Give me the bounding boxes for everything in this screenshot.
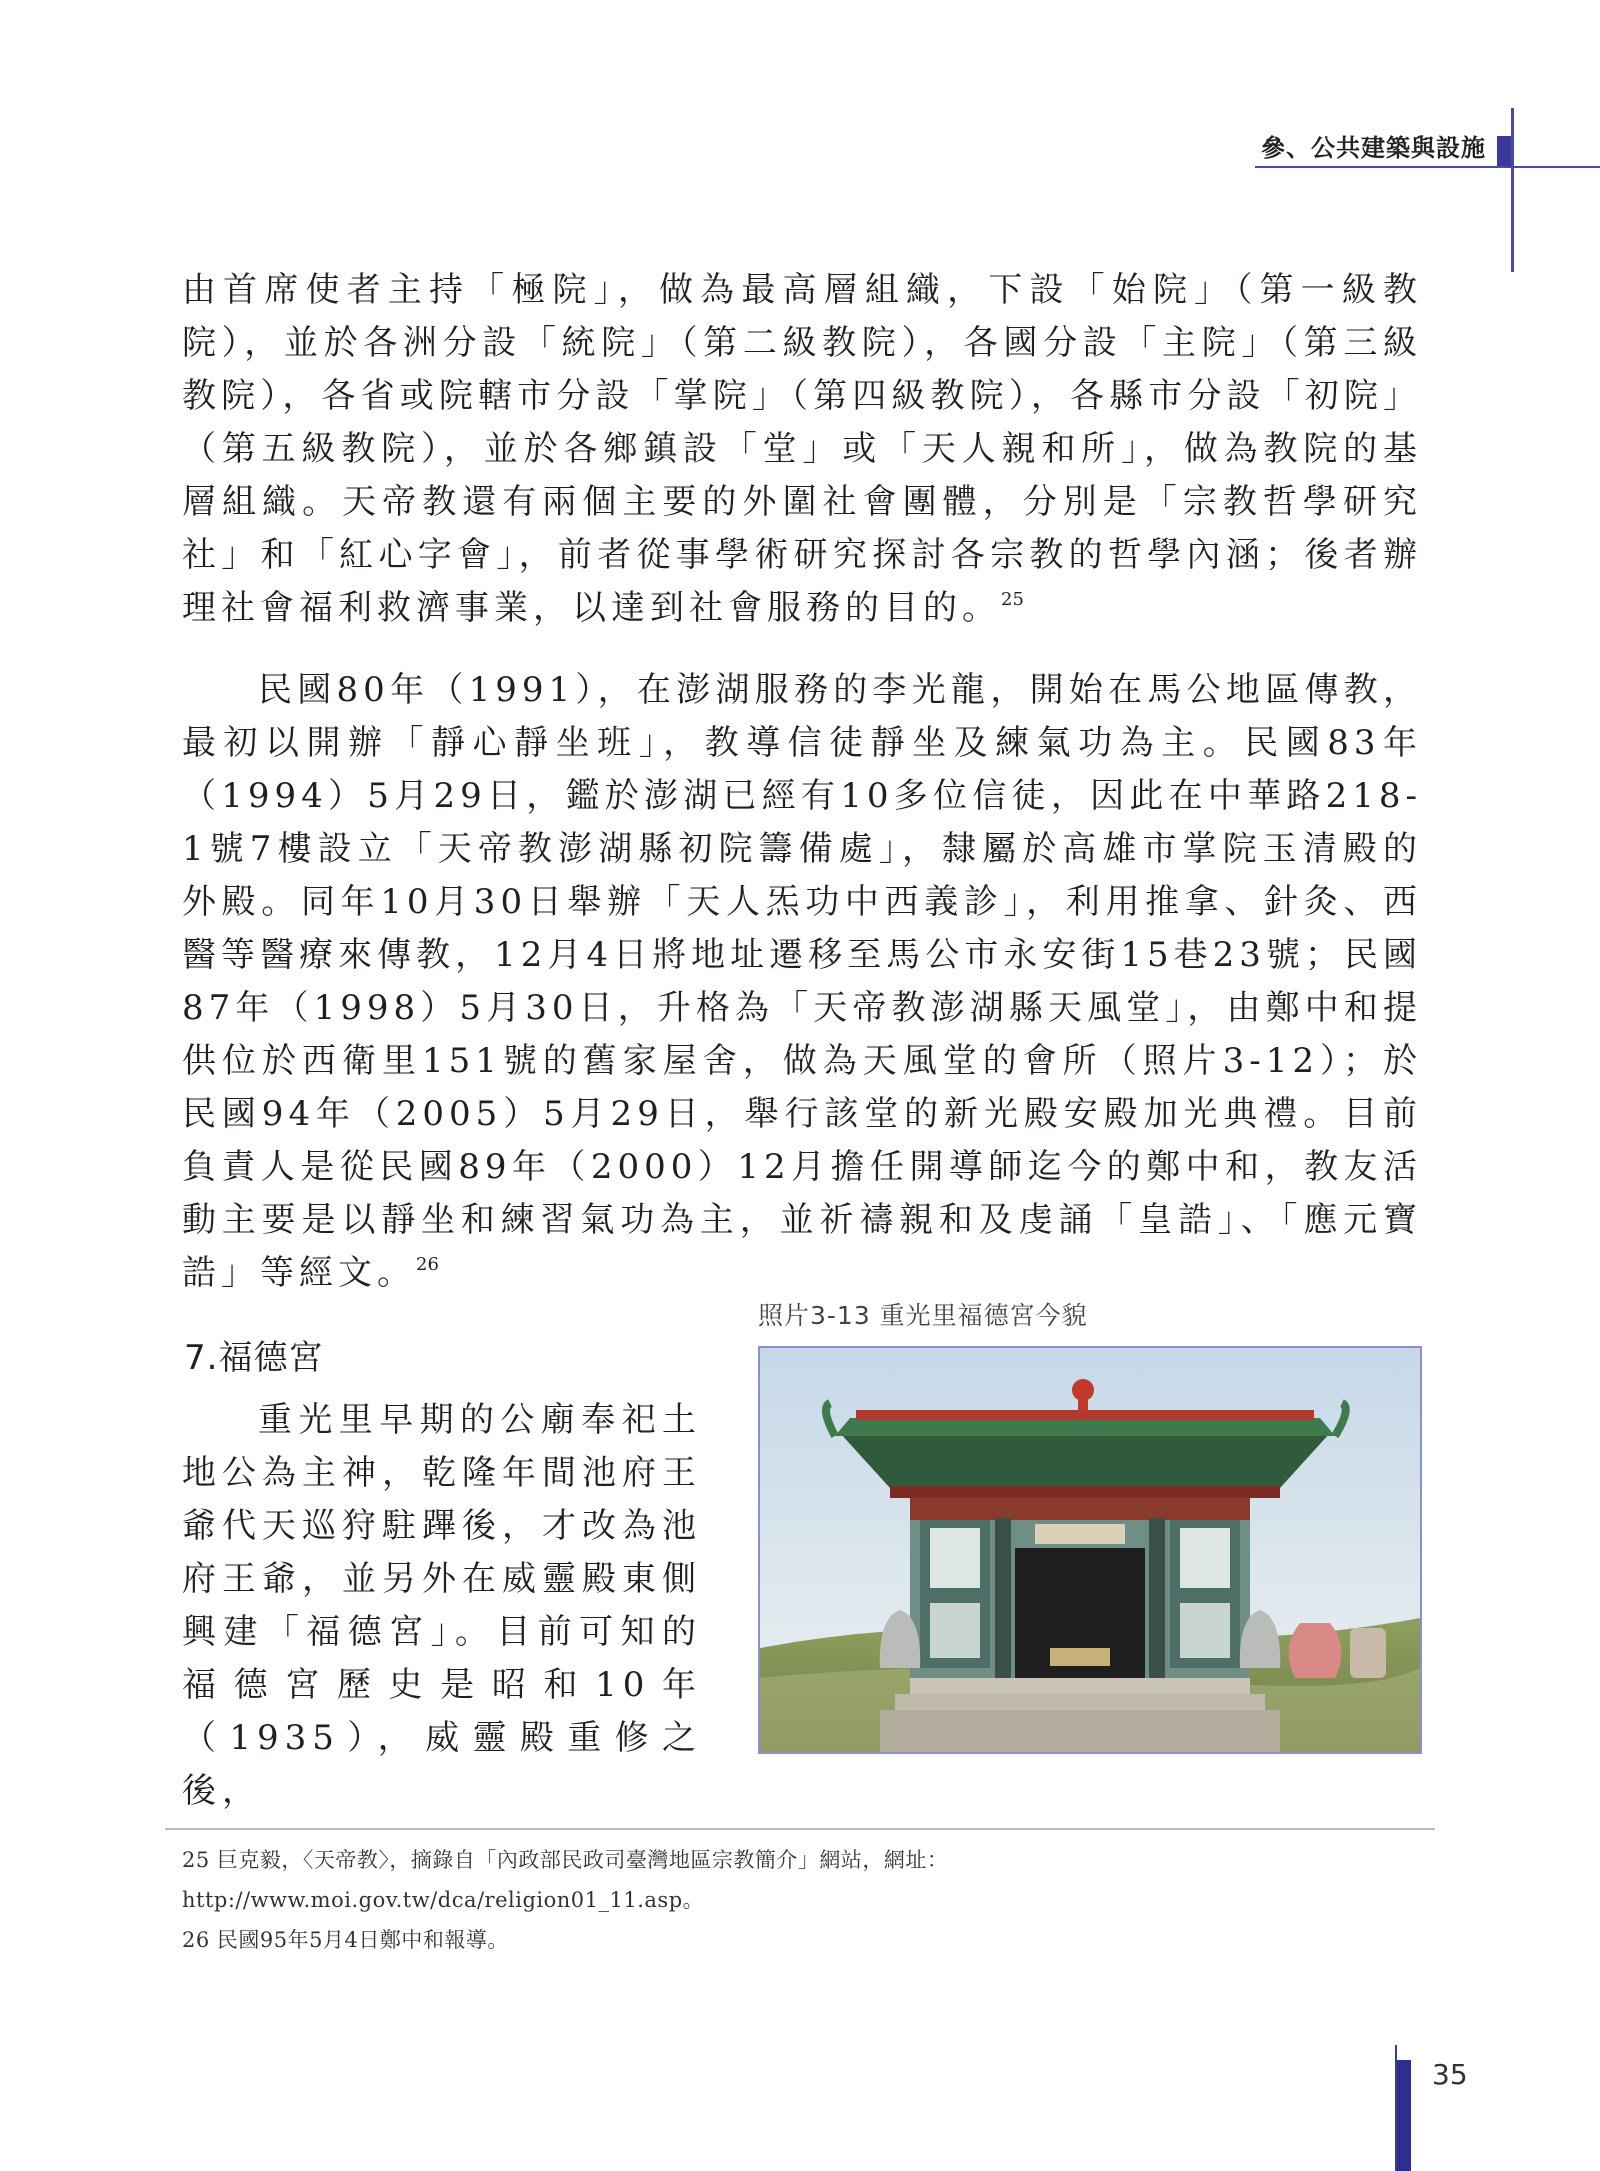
paragraph-text: 由首席使者主持「極院」，做為最高層組織，下設「始院」（第一級教院），並於各洲分設「統院」（第二級教院），各國分設「主院」（第三級教院），各省或院轄市分設「掌院」（第四級教院），各縣市分設「初院」（第五級教院），並於各鄉鎮設「堂」或「天人親和所」，做為教院的基層組織。天帝教還有兩個主要的外圍社會團體，分別是「宗教哲學研究社」和「紅心字會」，前者從事學術研究探討各宗教的哲學內涵；後者辦理社會福利救濟事業，以達到社會服務的目的。	[182, 270, 1422, 628]
section-heading: 7.福德宮	[184, 1338, 324, 1378]
footnote-25: 25 巨克毅，〈天帝教〉，摘錄自「內政部民政司臺灣地區宗教簡介」網站，網址：http://www.moi.gov.tw/dca/religion01_11.asp。	[182, 1848, 949, 1912]
footnote-26: 26 民國95年5月4日鄭中和報導。	[182, 1928, 509, 1952]
header-marker	[1497, 136, 1511, 166]
footnote-ref-26[interactable]: 26	[416, 1254, 439, 1275]
temple-photo	[758, 1346, 1422, 1754]
temple-illustration	[760, 1348, 1420, 1752]
body-paragraph-2	[182, 664, 1422, 1300]
chapter-title: 參、公共建築與設施	[1261, 133, 1486, 162]
page-number-marker	[1397, 2060, 1411, 2171]
footnote-divider	[165, 1828, 1435, 1830]
body-paragraph-3: 重光里早期的公廟奉祀土地公為主神，乾隆年間池府王爺代天巡狩駐蹕後，才改為池府王爺，並另外在威靈殿東側興建「福德宮」。目前可知的福德宮歷史是昭和10年（1935），威靈殿重修之後，	[182, 1400, 702, 1811]
header-vertical-rule	[1511, 108, 1514, 272]
header-rule	[1255, 166, 1600, 168]
photo-caption: 照片3-13 重光里福德宮今貌	[758, 1301, 1088, 1330]
paragraph-text: 民國80年（1991），在澎湖服務的李光龍，開始在馬公地區傳教，最初以開辦「靜心靜坐班」，教導信徒靜坐及練氣功為主。民國83年（1994）5月29日，鑑於澎湖已經有10多位信徒，因此在中華路218-1號7樓設立「天帝教澎湖縣初院籌備處」，隸屬於高雄市掌院玉清殿的外殿。同年10月30日舉辦「天人炁功中西義診」，利用推拿、針灸、西醫等醫療來傳教，12月4日將地址遷移至馬公市永安街15巷23號；民國87年（1998）5月30日，升格為「天帝教澎湖縣天風堂」，由鄭中和提供位於西衛里151號的舊家屋舍，做為天風堂的會所（照片3-12）；於民國94年（2005）5月29日，舉行該堂的新光殿安殿加光典禮。目前負責人是從民國89年（2000）12月擔任開導師迄今的鄭中和，教友活動主要是以靜坐和練習氣功為主，並祈禱親和及虔誦「皇誥」、「應元寶誥」等經文。	[182, 670, 1422, 1293]
page-number: 35	[1432, 2058, 1468, 2091]
body-paragraph-1	[182, 264, 1422, 635]
footnote-ref-25[interactable]: 25	[1001, 589, 1024, 610]
